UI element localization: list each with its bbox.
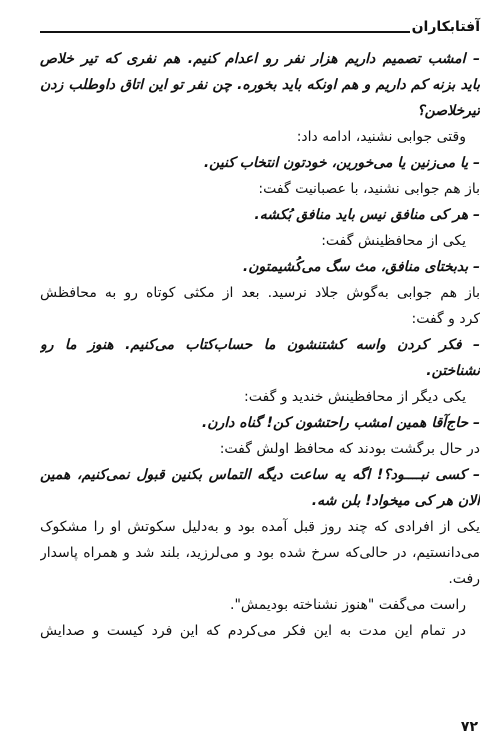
- text-line: باید بزنه کم داریم و هم اونکه باید بخوره. چن نفر تو این اتاق داوطلب زدن: [40, 77, 480, 93]
- text-line: باز هم جوابی نشنید، با عصبانیت گفت:: [258, 181, 480, 197]
- page-number: ۷۲: [460, 719, 478, 735]
- text-line: – حاج‌آقا همین امشب راحتشون کن! گناه دارن.: [201, 415, 480, 431]
- text-line: – بدبختای منافق، مث سگ می‌کُشیمتون.: [242, 259, 480, 275]
- text-line: کرد و گفت:: [411, 311, 480, 327]
- text-line: راست می‌گفت "هنوز نشناخته بودیمش".: [230, 597, 466, 613]
- text-line: – امشب تصمیم داریم هزار نفر رو اعدام کنیم. هم نفری که تیر خلاص: [40, 51, 480, 67]
- text-line: می‌دانستیم، در حالی‌که سرخ شده بود و می‌لرزید، بلند شد و همراه پاسدار: [40, 545, 480, 561]
- header-rule: [40, 31, 410, 33]
- text-line: – هر کی منافق نیس باید منافق بُکشه.: [254, 207, 480, 223]
- page-header: [40, 14, 480, 42]
- text-line: رفت.: [448, 571, 480, 587]
- text-line: – کسی نبــــود؟! اگه یه ساعت دیگه التماس بکنین قبول نمی‌کنیم، همین: [40, 467, 480, 483]
- text-line: باز هم جوابی به‌گوش جلاد نرسید. بعد از مکثی کوتاه رو به محافظش: [40, 285, 480, 301]
- text-line: یکی از افرادی که چند روز قبل آمده بود و به‌دلیل سکوتش او را مشکوک: [40, 519, 480, 535]
- text-line: در حال برگشت بودند که محافظ اولش گفت:: [219, 441, 480, 457]
- body-text: [40, 46, 480, 644]
- text-line: الان هر کی میخواد! بلن شه.: [311, 493, 480, 509]
- text-line: نشناختن.: [426, 363, 480, 379]
- text-line: – فکر کردن واسه کشتنشون ما حساب‌کتاب می‌کنیم. هنوز ما رو: [40, 337, 480, 353]
- text-line: – یا می‌زنین یا می‌خورین، خودتون انتخاب کنین.: [203, 155, 480, 171]
- text-line: وقتی جوابی نشنید، ادامه داد:: [296, 129, 466, 145]
- text-line: در تمام این مدت به این فکر می‌کردم که این فرد کیست و صدایش: [40, 623, 466, 639]
- running-title: آفتابکاران: [411, 19, 480, 35]
- text-line: یکی دیگر از محافظینش خندید و گفت:: [244, 389, 466, 405]
- text-line: تیرخلاصن؟: [417, 103, 480, 119]
- text-line: یکی از محافظینش گفت:: [321, 233, 466, 249]
- book-page: [40, 14, 480, 738]
